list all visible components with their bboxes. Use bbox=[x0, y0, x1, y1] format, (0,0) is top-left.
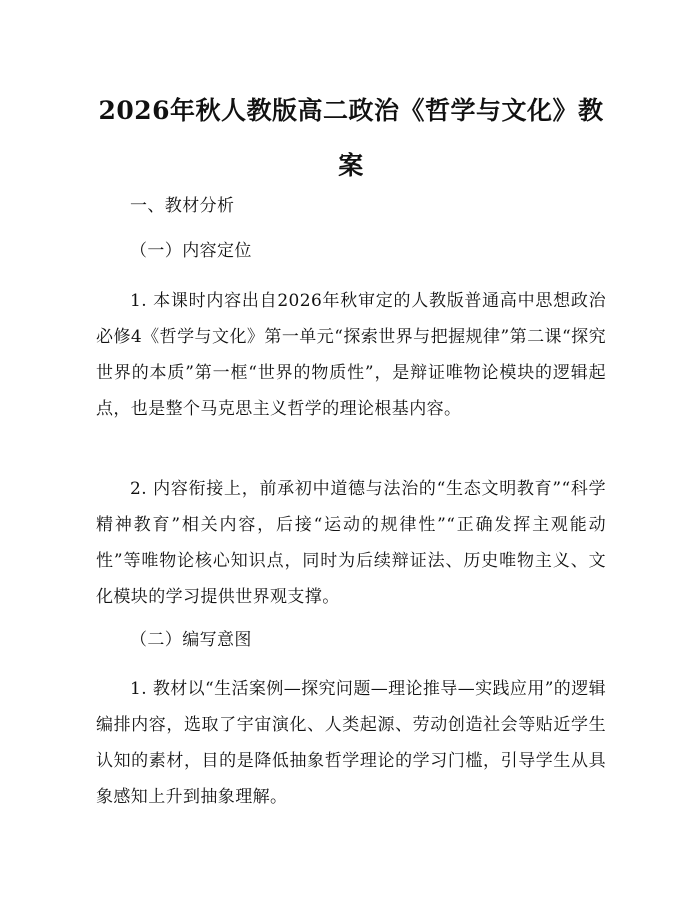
section-heading-teaching-material-analysis: 一、教材分析 bbox=[130, 196, 235, 216]
paragraph-content-source: 1. 本课时内容出自2026年秋审定的人教版普通高中思想政治必修4《哲学与文化》第一单元“探索世界与把握规律”第二课“探究世界的本质”第一框“世界的物质性”，是辩证唯物论模块的逻辑起点，也是整个马克思主义哲学的理论根基内容。 bbox=[96, 291, 606, 419]
paragraph-content-connection: 2. 内容衔接上，前承初中道德与法治的“生态文明教育”“科学精神教育”相关内容，后接“运动的规律性”“正确发挥主观能动性”等唯物论核心知识点，同时为后续辩证法、历史唯物主义、文化模块的学习提供世界观支撑。 bbox=[96, 479, 606, 607]
paragraph-writing-intent: 1. 教材以“生活案例—探究问题—理论推导—实践应用”的逻辑编排内容，选取了宇宙演化、人类起源、劳动创造社会等贴近学生认知的素材，目的是降低抽象哲学理论的学习门槛，引导学生从具象感知上升到抽象理解。 bbox=[96, 679, 607, 807]
subsection-heading-content-positioning: （一）内容定位 bbox=[130, 241, 252, 261]
subsection-heading-writing-intent: （二）编写意图 bbox=[130, 630, 252, 650]
document-title: 2026年秋人教版高二政治《哲学与文化》教案 bbox=[98, 96, 604, 180]
